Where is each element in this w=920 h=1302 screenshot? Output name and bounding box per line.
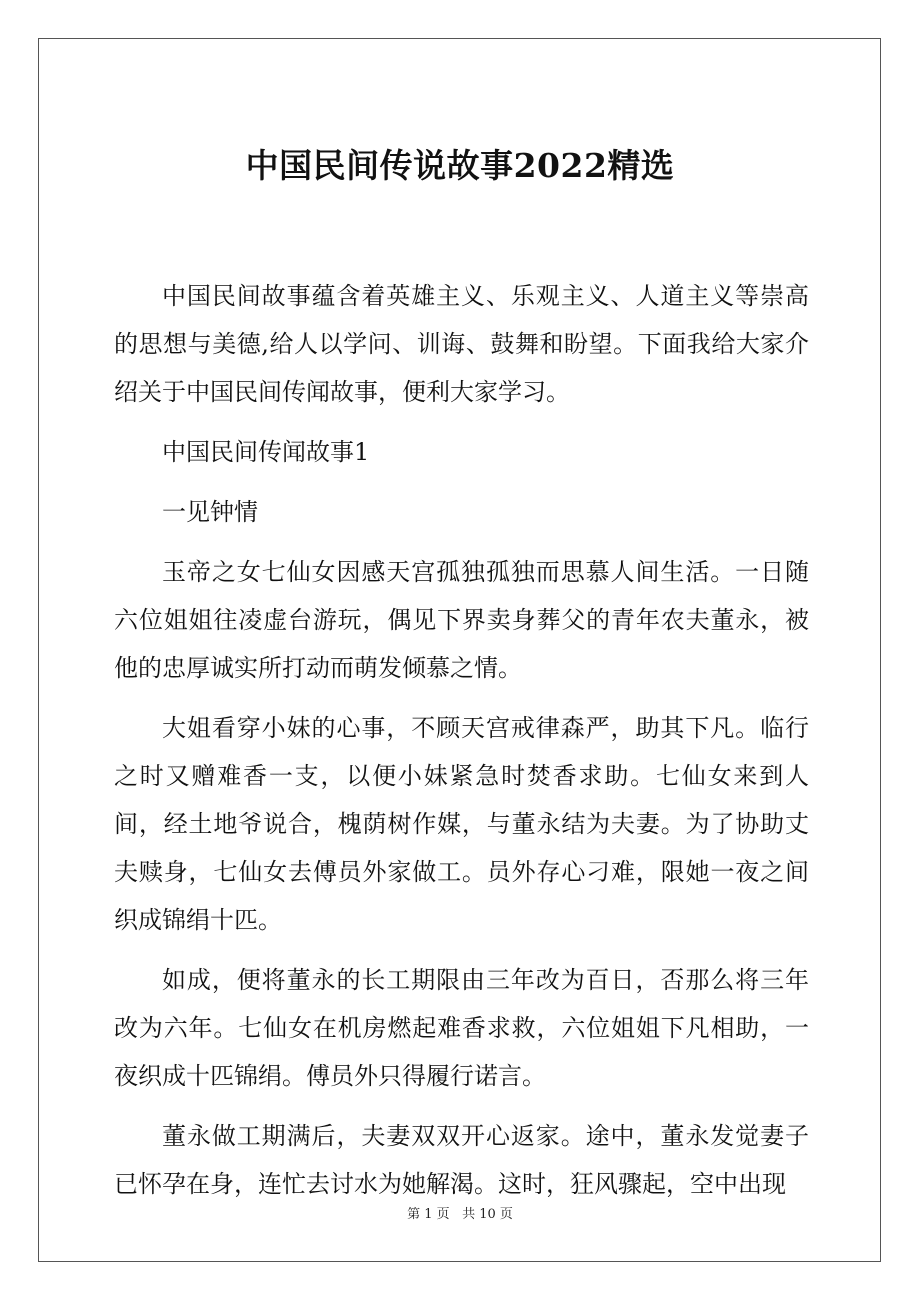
- paragraph-intro: 中国民间故事蕴含着英雄主义、乐观主义、人道主义等崇高的思想与美德,给人以学问、训诲、鼓舞和盼望。下面我给大家介绍关于中国民间传闻故事，便利大家学习。: [114, 282, 809, 406]
- document-body: [114, 272, 809, 1220]
- document-title: 中国民间传说故事2022精选: [245, 146, 675, 185]
- paragraph: 大姐看穿小妹的心事，不顾天宫戒律森严，助其下凡。临行之时又赠难香一支，以便小妹紧急时焚香求助。七仙女来到人间，经土地爷说合，槐荫树作媒，与董永结为夫妻。为了协助丈夫赎身，七仙女去傅员外家做工。员外存心刁难，限她一夜之间织成锦绢十匹。: [114, 714, 809, 934]
- page-number: 第 1 页: [407, 1207, 450, 1222]
- paragraph: 玉帝之女七仙女因感天宫孤独孤独而思慕人间生活。一日随六位姐姐往凌虚台游玩，偶见下界卖身葬父的青年农夫董永，被他的忠厚诚实所打动而萌发倾慕之情。: [114, 558, 809, 682]
- paragraph: 董永做工期满后，夫妻双双开心返家。途中，董永发觉妻子已怀孕在身，连忙去讨水为她解渴。这时，狂风骤起，空中出现: [114, 1122, 809, 1198]
- paragraph: 如成，便将董永的长工期限由三年改为百日，否那么将三年改为六年。七仙女在机房燃起难香求救，六位姐姐下凡相助，一夜织成十匹锦绢。傅员外只得履行诺言。: [114, 966, 809, 1090]
- page-footer: [0, 1206, 920, 1224]
- page-total: 共 10 页: [462, 1207, 513, 1222]
- section-heading: 中国民间传闻故事1: [162, 438, 370, 466]
- story-subtitle: 一见钟情: [162, 498, 258, 526]
